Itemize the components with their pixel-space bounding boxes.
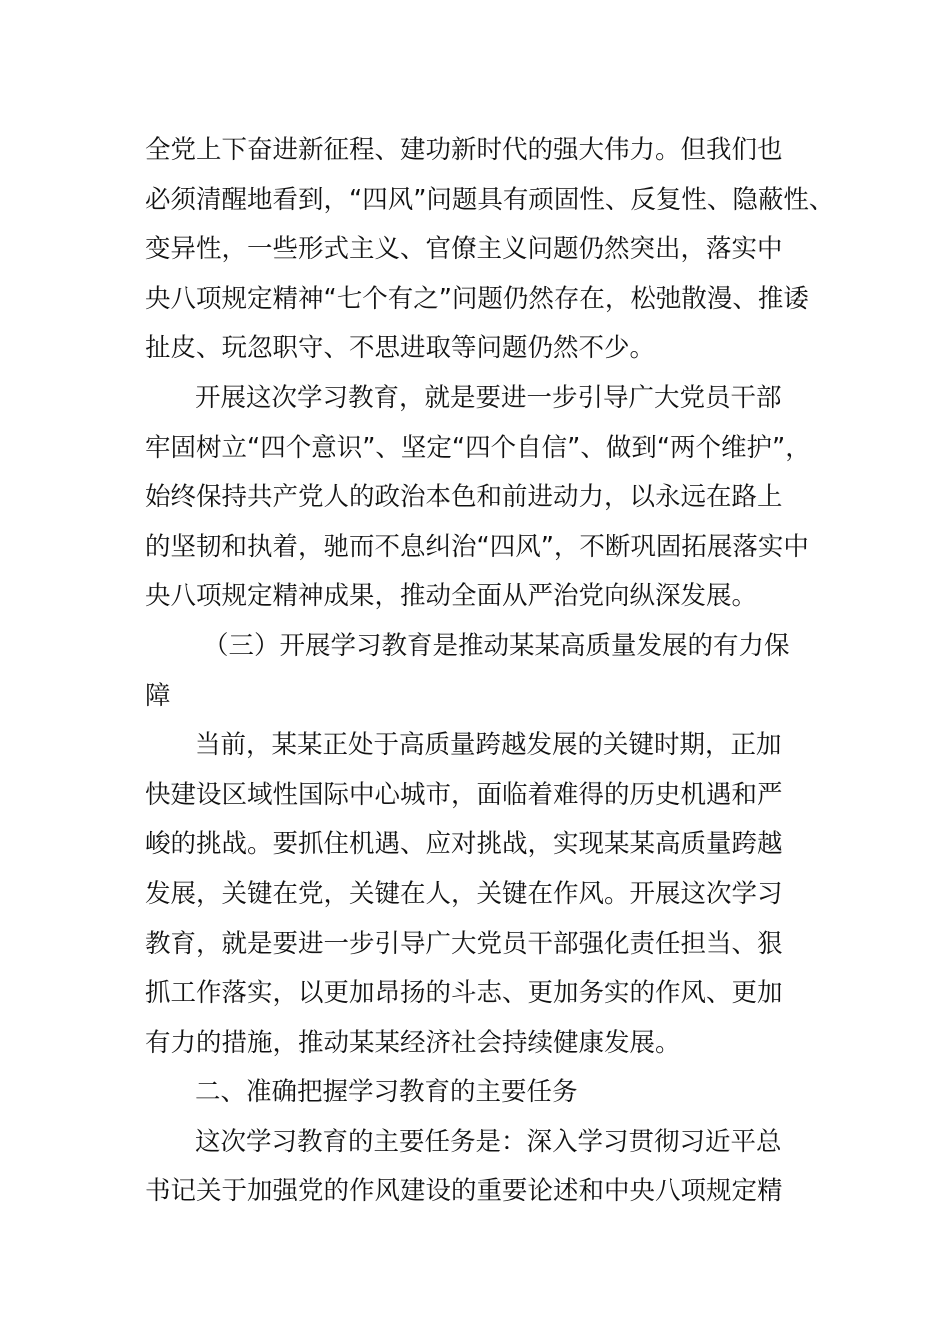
text-line: 快建设区域性国际中心城市，面临着难得的历史机遇和严	[145, 779, 783, 810]
document-body	[145, 126, 835, 1217]
text-line: 央八项规定精神“七个有之”问题仍然存在，松弛散漫、推诿	[145, 283, 809, 314]
paragraph-start-line: 这次学习教育的主要任务是：深入学习贯彻习近平总	[195, 1126, 782, 1157]
text-line: 全党上下奋进新征程、建功新时代的强大伟力。但我们也	[145, 135, 783, 165]
text-line: 峻的挑战。要抓住机遇、应对挑战，实现某某高质量跨越	[145, 829, 783, 860]
text-line: 扯皮、玩忽职守、不思进取等问题仍然不少。	[145, 333, 656, 364]
text-line: 变异性，一些形式主义、官僚主义问题仍然突出，落实中	[145, 234, 783, 265]
text-line: 必须清醒地看到，“四风”问题具有顽固性、反复性、隐蔽性、	[145, 184, 835, 215]
text-line: 始终保持共产党人的政治本色和前进动力，以永远在路上	[145, 482, 783, 513]
text-line: 央八项规定精神成果，推动全面从严治党向纵深发展。	[145, 581, 758, 612]
section-heading-line: 障	[145, 680, 171, 711]
text-line: 的坚韧和执着，驰而不息纠治“四风”，不断巩固拓展落实中	[145, 531, 809, 562]
text-line: 书记关于加强党的作风建设的重要论述和中央八项规定精	[145, 1176, 783, 1207]
text-line: 教育，就是要进一步引导广大党员干部强化责任担当、狠	[145, 928, 783, 959]
paragraph-start-line: 当前，某某正处于高质量跨越发展的关键时期，正加	[195, 730, 782, 761]
text-line: 牢固树立“四个意识”、坚定“四个自信”、做到“两个维护”，	[145, 432, 811, 463]
paragraph-start-line: 开展这次学习教育，就是要进一步引导广大党员干部	[195, 382, 782, 413]
text-line: 有力的措施，推动某某经济社会持续健康发展。	[145, 1027, 681, 1058]
text-line: 发展，关键在党，关键在人，关键在作风。开展这次学习	[145, 878, 783, 909]
section-heading-line: （三）开展学习教育是推动某某高质量发展的有力保	[203, 630, 790, 661]
section-heading-line: 二、准确把握学习教育的主要任务	[195, 1077, 578, 1108]
text-line: 抓工作落实，以更加昂扬的斗志、更加务实的作风、更加	[145, 978, 783, 1009]
